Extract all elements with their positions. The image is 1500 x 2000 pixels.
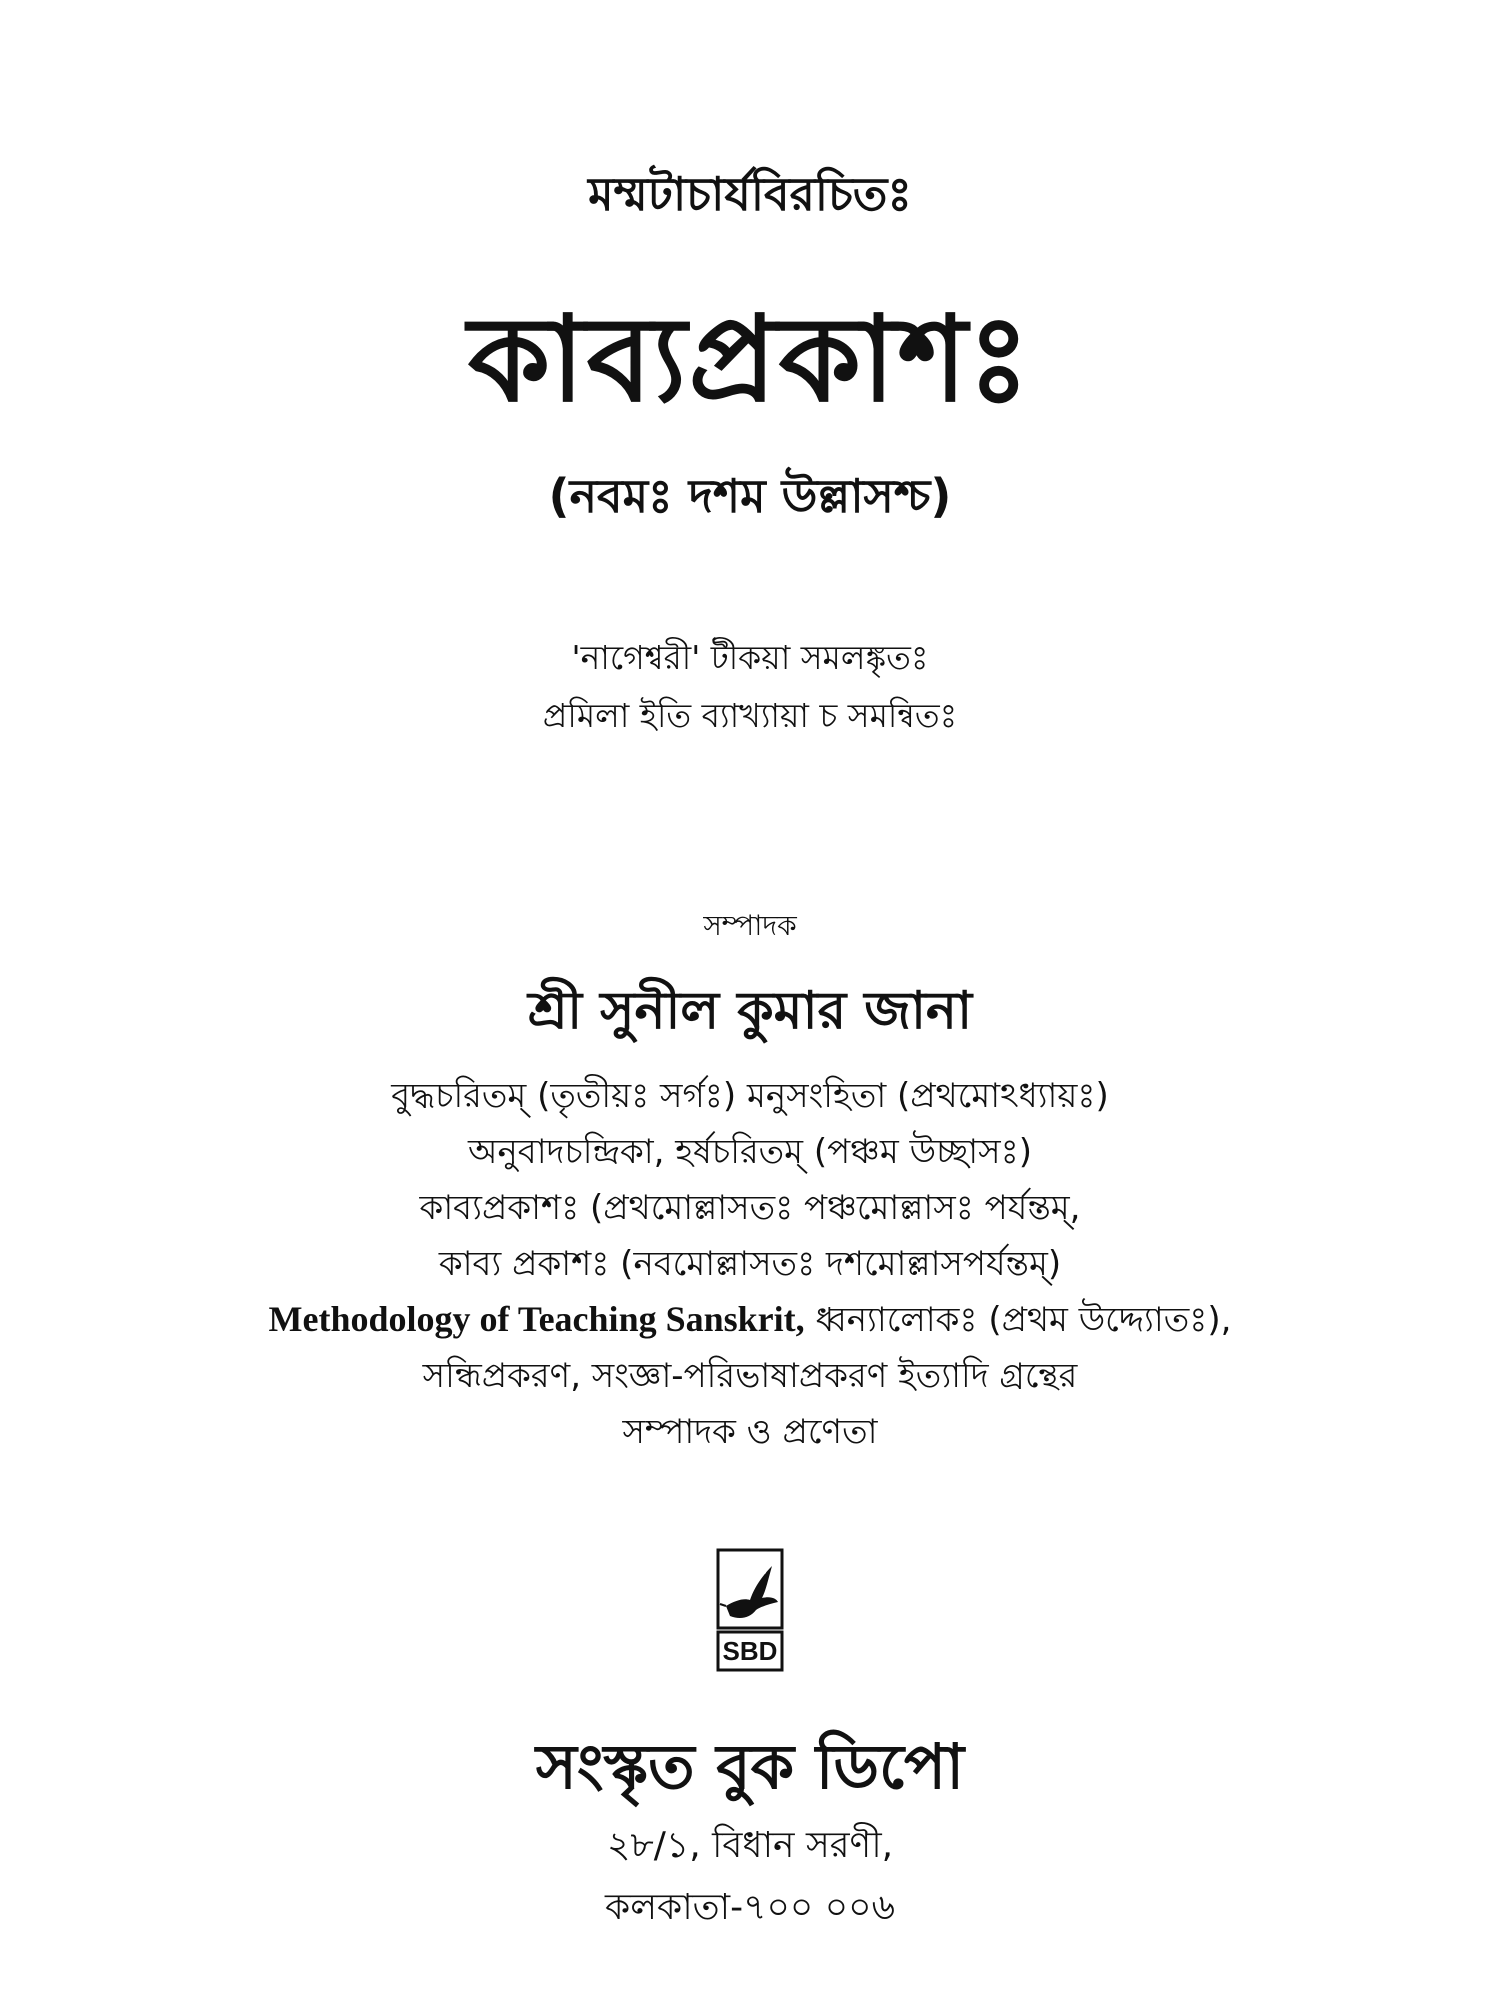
works-bengali-title: ধ্বন্যালোকঃ (প্রথম উদ্দ্যোতঃ),	[804, 1300, 1232, 1340]
works-line: কাব্যপ্রকাশঃ (প্রথমোল্লাসতঃ পঞ্চমোল্লাসঃ পর্যন্তম্,	[419, 1188, 1081, 1228]
works-english-title: Methodology of Teaching Sanskrit,	[268, 1299, 805, 1339]
works-line-mixed	[0, 1294, 1500, 1351]
editor-label: সম্পাদক	[703, 909, 797, 942]
editor-name: শ্রী সুনীল কুমার জানা	[527, 981, 973, 1041]
commentary-line-1: 'নাগেশ্বরী' টীকয়া সমলঙ্কৃতঃ	[571, 638, 929, 677]
commentary-line-2: প্রমিলা ইতি ব্যাখ্যায়া চ সমন্বিতঃ	[542, 696, 958, 735]
logo-text: SBD	[722, 1636, 778, 1666]
works-line: সম্পাদক ও প্রণেতা	[622, 1412, 878, 1452]
publisher-name: সংস্কৃত বুক ডিপো	[535, 1730, 965, 1803]
publisher-address-line-1: ২৮/১, বিধান সরণী,	[606, 1825, 894, 1866]
works-line: কাব্য প্রকাশঃ (নবমোল্লাসতঃ দশমোল্লাসপর্যন্তম্)	[438, 1244, 1062, 1284]
works-line: বুদ্ধচরিতম্ (তৃতীয়ঃ সর্গঃ) মনুসংহিতা (প্রথমোঽধ্যায়ঃ)	[391, 1076, 1109, 1116]
author-line: মম্মটাচার্যবিরচিতঃ	[588, 167, 912, 221]
bird-logo-icon	[714, 1548, 786, 1674]
book-title: কাব্যপ্রকাশঃ	[467, 290, 1033, 428]
publisher-address-line-2: কলকাতা-৭০০ ০০৬	[605, 1887, 895, 1928]
works-line: সন্ধিপ্রকরণ, সংজ্ঞা-পরিভাষাপ্রকরণ ইত্যাদি গ্রন্থের	[422, 1356, 1078, 1396]
book-subtitle: (নবমঃ দশম উল্লাসশ্চ)	[548, 469, 952, 523]
works-line: অনুবাদচন্দ্রিকা, হর্ষচরিতম্ (পঞ্চম উচ্ছাসঃ)	[468, 1132, 1032, 1172]
